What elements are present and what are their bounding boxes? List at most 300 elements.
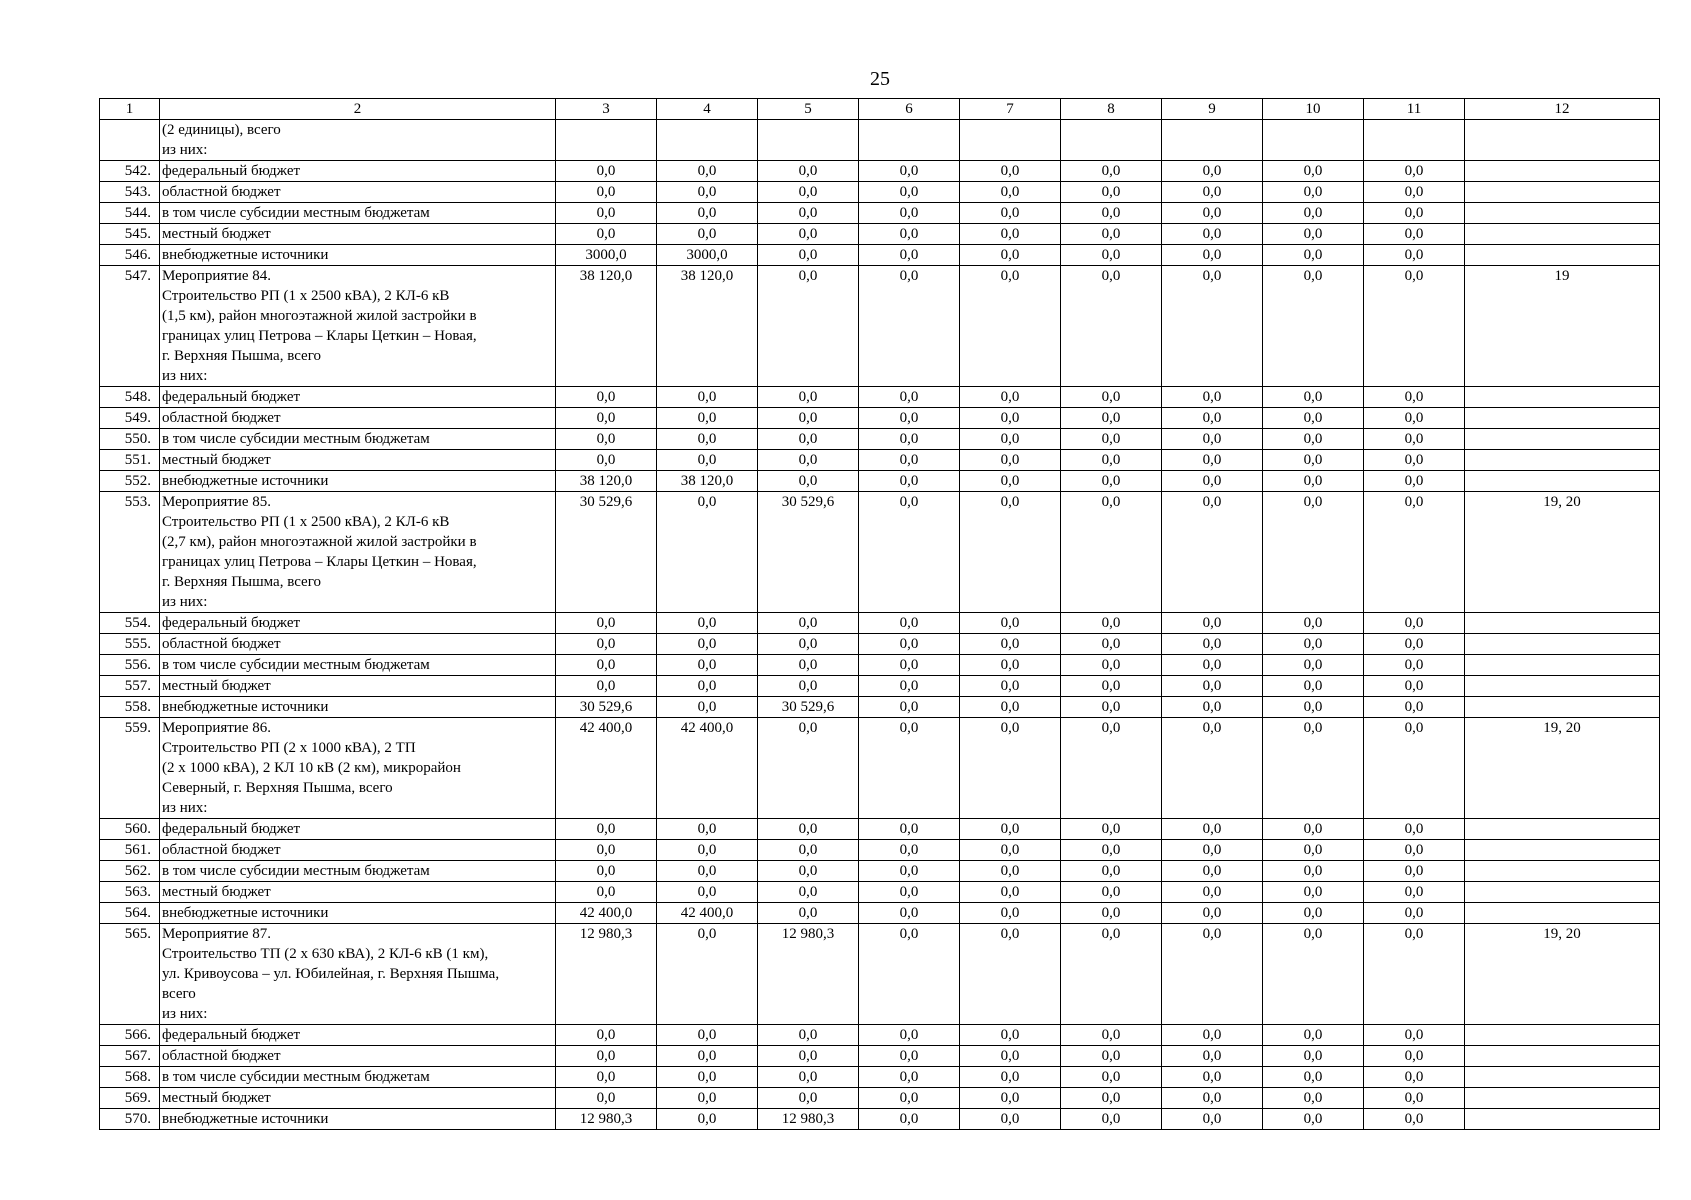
value-cell: 0,0 [1061, 882, 1162, 903]
row-name-line: Строительство РП (2 х 1000 кВА), 2 ТП [162, 740, 416, 756]
value-cell: 0,0 [1263, 471, 1364, 492]
value-cell: 0,0 [1263, 924, 1364, 1025]
value-cell: 0,0 [1364, 1025, 1465, 1046]
value-cell: 30 529,6 [758, 697, 859, 718]
table-row [100, 387, 1660, 408]
value-cell: 0,0 [758, 634, 859, 655]
value-cell: 0,0 [1263, 840, 1364, 861]
value-cell: 12 980,3 [758, 1109, 859, 1130]
value-cell: 0,0 [1162, 924, 1263, 1025]
row-name-line: Мероприятие 85. [162, 494, 271, 510]
header-cell: 2 [160, 99, 556, 120]
value-cell: 0,0 [758, 613, 859, 634]
value-cell: 0,0 [1364, 492, 1465, 613]
value-cell: 0,0 [1061, 471, 1162, 492]
row-number: 545. [100, 224, 160, 245]
header-row [100, 99, 1660, 120]
value-cell: 0,0 [1061, 1067, 1162, 1088]
value-cell: 0,0 [1364, 634, 1465, 655]
row-name-line: федеральный бюджет [162, 163, 301, 179]
value-cell: 0,0 [960, 471, 1061, 492]
table-row [100, 492, 1660, 613]
value-cell: 0,0 [1364, 882, 1465, 903]
value-cell: 0,0 [657, 819, 758, 840]
value-cell: 0,0 [960, 613, 1061, 634]
value-cell [556, 120, 657, 161]
value-cell: 0,0 [1364, 903, 1465, 924]
value-cell: 0,0 [1162, 676, 1263, 697]
row-number: 553. [100, 492, 160, 613]
value-cell: 0,0 [657, 1046, 758, 1067]
value-cell [1364, 120, 1465, 161]
row-number: 569. [100, 1088, 160, 1109]
value-cell: 12 980,3 [556, 1109, 657, 1130]
value-cell: 0,0 [1263, 819, 1364, 840]
row-name-line: (2 единицы), всего [162, 122, 281, 138]
table-row [100, 924, 1660, 1025]
value-cell: 30 529,6 [556, 492, 657, 613]
value-cell: 0,0 [758, 182, 859, 203]
row-number: 547. [100, 266, 160, 387]
row-number: 552. [100, 471, 160, 492]
value-cell: 3000,0 [657, 245, 758, 266]
value-cell: 0,0 [1061, 840, 1162, 861]
row-number: 558. [100, 697, 160, 718]
row-note [1465, 882, 1660, 903]
row-number: 561. [100, 840, 160, 861]
value-cell: 0,0 [657, 1088, 758, 1109]
value-cell: 42 400,0 [657, 903, 758, 924]
row-name-line: местный бюджет [162, 884, 271, 900]
value-cell: 0,0 [1364, 203, 1465, 224]
row-note [1465, 655, 1660, 676]
value-cell: 0,0 [657, 1109, 758, 1130]
header-cell: 4 [657, 99, 758, 120]
row-number: 563. [100, 882, 160, 903]
value-cell: 0,0 [960, 203, 1061, 224]
row-name [160, 120, 556, 161]
value-cell: 0,0 [1061, 613, 1162, 634]
value-cell: 0,0 [758, 1046, 859, 1067]
row-note [1465, 182, 1660, 203]
value-cell: 0,0 [859, 429, 960, 450]
value-cell: 0,0 [1162, 1067, 1263, 1088]
row-name [160, 1025, 556, 1046]
value-cell: 38 120,0 [556, 266, 657, 387]
value-cell: 0,0 [758, 224, 859, 245]
row-name [160, 492, 556, 613]
value-cell: 0,0 [556, 1067, 657, 1088]
value-cell: 0,0 [1162, 245, 1263, 266]
value-cell: 0,0 [960, 718, 1061, 819]
row-note [1465, 450, 1660, 471]
value-cell: 0,0 [758, 266, 859, 387]
row-name-line: федеральный бюджет [162, 615, 301, 631]
row-name-line: (1,5 км), район многоэтажной жилой застройки в [162, 308, 477, 324]
row-name [160, 1088, 556, 1109]
value-cell: 0,0 [1061, 1088, 1162, 1109]
value-cell: 0,0 [1364, 676, 1465, 697]
value-cell: 38 120,0 [657, 266, 758, 387]
value-cell: 0,0 [1061, 266, 1162, 387]
value-cell: 0,0 [1162, 387, 1263, 408]
value-cell: 0,0 [859, 655, 960, 676]
row-note [1465, 634, 1660, 655]
row-name [160, 697, 556, 718]
value-cell: 0,0 [1162, 1088, 1263, 1109]
value-cell: 0,0 [758, 819, 859, 840]
value-cell: 0,0 [859, 450, 960, 471]
value-cell: 0,0 [859, 1025, 960, 1046]
row-name [160, 429, 556, 450]
value-cell: 0,0 [556, 655, 657, 676]
row-note [1465, 429, 1660, 450]
row-name [160, 224, 556, 245]
row-name-line: в том числе субсидии местным бюджетам [162, 205, 430, 221]
value-cell: 0,0 [1263, 903, 1364, 924]
value-cell: 0,0 [556, 840, 657, 861]
value-cell: 0,0 [1364, 266, 1465, 387]
row-name-line: федеральный бюджет [162, 389, 301, 405]
value-cell: 0,0 [1061, 245, 1162, 266]
row-name-line: областной бюджет [162, 842, 281, 858]
row-note: 19, 20 [1465, 492, 1660, 613]
value-cell: 0,0 [657, 1067, 758, 1088]
value-cell: 0,0 [657, 697, 758, 718]
row-name [160, 450, 556, 471]
value-cell: 0,0 [1162, 882, 1263, 903]
row-note [1465, 245, 1660, 266]
row-name-line: в том числе субсидии местным бюджетам [162, 657, 430, 673]
value-cell: 0,0 [1364, 840, 1465, 861]
value-cell: 0,0 [960, 840, 1061, 861]
value-cell: 3000,0 [556, 245, 657, 266]
value-cell: 0,0 [657, 882, 758, 903]
value-cell: 0,0 [1162, 161, 1263, 182]
row-name-line: (2,7 км), район многоэтажной жилой застройки в [162, 534, 477, 550]
value-cell: 0,0 [657, 408, 758, 429]
value-cell: 0,0 [1263, 245, 1364, 266]
value-cell [1263, 120, 1364, 161]
value-cell: 0,0 [1061, 429, 1162, 450]
value-cell: 0,0 [960, 861, 1061, 882]
value-cell: 0,0 [859, 819, 960, 840]
row-name [160, 182, 556, 203]
row-note [1465, 203, 1660, 224]
value-cell: 0,0 [556, 861, 657, 882]
value-cell: 0,0 [859, 634, 960, 655]
row-number: 542. [100, 161, 160, 182]
value-cell: 0,0 [1364, 182, 1465, 203]
table-row [100, 861, 1660, 882]
row-name [160, 471, 556, 492]
value-cell: 0,0 [758, 161, 859, 182]
table-row [100, 819, 1660, 840]
value-cell: 0,0 [960, 266, 1061, 387]
value-cell: 0,0 [758, 1067, 859, 1088]
value-cell: 0,0 [859, 676, 960, 697]
value-cell: 0,0 [657, 655, 758, 676]
value-cell: 0,0 [758, 408, 859, 429]
table-row [100, 655, 1660, 676]
row-name [160, 161, 556, 182]
value-cell: 0,0 [1263, 429, 1364, 450]
table-row [100, 245, 1660, 266]
value-cell: 0,0 [1263, 387, 1364, 408]
value-cell: 0,0 [556, 408, 657, 429]
table-row [100, 266, 1660, 387]
value-cell: 0,0 [556, 819, 657, 840]
row-name [160, 1109, 556, 1130]
value-cell: 0,0 [859, 161, 960, 182]
table-row [100, 429, 1660, 450]
value-cell: 0,0 [1162, 1046, 1263, 1067]
table-row [100, 718, 1660, 819]
row-number: 548. [100, 387, 160, 408]
value-cell: 0,0 [1162, 492, 1263, 613]
table-row [100, 1025, 1660, 1046]
value-cell: 0,0 [1061, 924, 1162, 1025]
value-cell: 0,0 [859, 387, 960, 408]
value-cell: 0,0 [1162, 450, 1263, 471]
row-note [1465, 697, 1660, 718]
header-cell: 3 [556, 99, 657, 120]
value-cell: 0,0 [960, 161, 1061, 182]
value-cell: 0,0 [1061, 676, 1162, 697]
value-cell: 0,0 [657, 861, 758, 882]
value-cell [758, 120, 859, 161]
value-cell: 0,0 [1162, 697, 1263, 718]
value-cell: 0,0 [1263, 882, 1364, 903]
row-note [1465, 408, 1660, 429]
value-cell: 0,0 [657, 840, 758, 861]
row-number: 570. [100, 1109, 160, 1130]
value-cell: 0,0 [1263, 492, 1364, 613]
value-cell: 0,0 [1364, 471, 1465, 492]
row-name-line: (2 х 1000 кВА), 2 КЛ 10 кВ (2 км), микрорайон [162, 760, 461, 776]
value-cell: 0,0 [859, 471, 960, 492]
value-cell: 0,0 [859, 697, 960, 718]
row-note [1465, 1109, 1660, 1130]
value-cell: 0,0 [758, 471, 859, 492]
header-cell: 11 [1364, 99, 1465, 120]
row-name-line: из них: [162, 800, 208, 816]
value-cell: 0,0 [758, 1088, 859, 1109]
row-number: 568. [100, 1067, 160, 1088]
header-cell: 12 [1465, 99, 1660, 120]
row-name-line: Строительство РП (1 х 2500 кВА), 2 КЛ-6 кВ [162, 288, 450, 304]
value-cell: 0,0 [859, 840, 960, 861]
value-cell: 0,0 [1162, 1109, 1263, 1130]
value-cell: 0,0 [859, 1046, 960, 1067]
value-cell: 0,0 [960, 634, 1061, 655]
row-number [100, 120, 160, 161]
value-cell: 0,0 [1364, 655, 1465, 676]
value-cell: 0,0 [960, 450, 1061, 471]
row-note [1465, 471, 1660, 492]
header-cell: 9 [1162, 99, 1263, 120]
value-cell: 0,0 [960, 1025, 1061, 1046]
value-cell: 0,0 [1162, 840, 1263, 861]
value-cell: 0,0 [1263, 613, 1364, 634]
value-cell: 0,0 [960, 1067, 1061, 1088]
value-cell: 0,0 [1061, 161, 1162, 182]
value-cell: 0,0 [556, 387, 657, 408]
row-number: 551. [100, 450, 160, 471]
value-cell: 0,0 [657, 676, 758, 697]
value-cell: 0,0 [1364, 718, 1465, 819]
row-name-line: границах улиц Петрова – Клары Цеткин – Новая, [162, 554, 477, 570]
value-cell: 0,0 [1162, 903, 1263, 924]
row-name [160, 613, 556, 634]
value-cell: 0,0 [657, 450, 758, 471]
value-cell: 0,0 [556, 676, 657, 697]
row-note: 19, 20 [1465, 924, 1660, 1025]
value-cell: 0,0 [1263, 697, 1364, 718]
row-name [160, 634, 556, 655]
value-cell: 0,0 [657, 1025, 758, 1046]
row-name-line: областной бюджет [162, 1048, 281, 1064]
value-cell: 0,0 [1061, 387, 1162, 408]
value-cell: 0,0 [758, 676, 859, 697]
value-cell: 0,0 [1364, 697, 1465, 718]
table-header [100, 99, 1660, 120]
value-cell: 0,0 [1162, 613, 1263, 634]
row-name-line: Северный, г. Верхняя Пышма, всего [162, 780, 393, 796]
value-cell: 0,0 [758, 718, 859, 819]
value-cell: 0,0 [758, 655, 859, 676]
value-cell: 0,0 [1162, 471, 1263, 492]
row-note [1465, 1025, 1660, 1046]
row-name-line: внебюджетные источники [162, 473, 329, 489]
value-cell: 0,0 [657, 203, 758, 224]
value-cell: 0,0 [758, 903, 859, 924]
value-cell: 0,0 [556, 450, 657, 471]
row-note [1465, 387, 1660, 408]
value-cell: 0,0 [1162, 718, 1263, 819]
value-cell: 0,0 [859, 224, 960, 245]
value-cell: 0,0 [960, 697, 1061, 718]
row-note [1465, 1088, 1660, 1109]
row-note [1465, 161, 1660, 182]
value-cell: 0,0 [1263, 161, 1364, 182]
row-name-line: из них: [162, 368, 208, 384]
row-name-line: Строительство ТП (2 х 630 кВА), 2 КЛ-6 кВ (1 км), [162, 946, 489, 962]
row-note [1465, 120, 1660, 161]
value-cell: 0,0 [859, 1109, 960, 1130]
table-row [100, 676, 1660, 697]
row-name-line: местный бюджет [162, 226, 271, 242]
row-name [160, 1046, 556, 1067]
header-cell: 10 [1263, 99, 1364, 120]
row-number: 555. [100, 634, 160, 655]
value-cell: 0,0 [859, 203, 960, 224]
value-cell: 0,0 [556, 613, 657, 634]
value-cell: 0,0 [859, 408, 960, 429]
value-cell: 0,0 [556, 1088, 657, 1109]
row-name-line: из них: [162, 594, 208, 610]
value-cell: 0,0 [758, 1025, 859, 1046]
header-cell: 8 [1061, 99, 1162, 120]
row-number: 565. [100, 924, 160, 1025]
value-cell: 0,0 [1061, 492, 1162, 613]
value-cell: 0,0 [657, 224, 758, 245]
table-row [100, 613, 1660, 634]
row-number: 546. [100, 245, 160, 266]
row-note [1465, 676, 1660, 697]
row-name [160, 655, 556, 676]
value-cell: 0,0 [960, 676, 1061, 697]
row-number: 559. [100, 718, 160, 819]
value-cell: 0,0 [859, 245, 960, 266]
row-name-line: внебюджетные источники [162, 247, 329, 263]
value-cell: 30 529,6 [556, 697, 657, 718]
value-cell: 0,0 [1364, 1046, 1465, 1067]
value-cell: 0,0 [859, 182, 960, 203]
value-cell: 42 400,0 [556, 903, 657, 924]
value-cell: 38 120,0 [657, 471, 758, 492]
row-name [160, 1067, 556, 1088]
row-name-line: всего [162, 986, 196, 1002]
row-name [160, 882, 556, 903]
value-cell: 0,0 [1061, 1046, 1162, 1067]
row-name-line: внебюджетные источники [162, 905, 329, 921]
row-name [160, 408, 556, 429]
row-name-line: в том числе субсидии местным бюджетам [162, 863, 430, 879]
row-note [1465, 840, 1660, 861]
value-cell: 0,0 [960, 1046, 1061, 1067]
value-cell: 0,0 [556, 429, 657, 450]
row-note [1465, 1067, 1660, 1088]
value-cell: 0,0 [1061, 1109, 1162, 1130]
value-cell: 0,0 [1364, 429, 1465, 450]
value-cell: 0,0 [1162, 266, 1263, 387]
table-body [100, 120, 1660, 1130]
value-cell: 0,0 [1162, 634, 1263, 655]
row-name [160, 203, 556, 224]
row-name-line: Мероприятие 84. [162, 268, 271, 284]
row-name-line: в том числе субсидии местным бюджетам [162, 431, 430, 447]
value-cell: 0,0 [1364, 1067, 1465, 1088]
value-cell: 0,0 [1061, 819, 1162, 840]
table-row [100, 203, 1660, 224]
row-number: 543. [100, 182, 160, 203]
row-number: 562. [100, 861, 160, 882]
budget-table [99, 98, 1660, 1130]
value-cell: 12 980,3 [758, 924, 859, 1025]
row-name-line: областной бюджет [162, 184, 281, 200]
row-note [1465, 224, 1660, 245]
row-name-line: местный бюджет [162, 678, 271, 694]
row-name-line: федеральный бюджет [162, 1027, 301, 1043]
value-cell: 0,0 [1364, 224, 1465, 245]
row-note [1465, 819, 1660, 840]
value-cell: 0,0 [657, 492, 758, 613]
value-cell: 0,0 [556, 161, 657, 182]
value-cell: 0,0 [758, 882, 859, 903]
value-cell: 0,0 [1263, 1025, 1364, 1046]
row-note [1465, 1046, 1660, 1067]
value-cell: 0,0 [1061, 224, 1162, 245]
row-name-line: Мероприятие 86. [162, 720, 271, 736]
value-cell: 0,0 [1061, 697, 1162, 718]
value-cell: 0,0 [1061, 903, 1162, 924]
value-cell: 0,0 [1263, 408, 1364, 429]
value-cell: 0,0 [657, 924, 758, 1025]
value-cell: 0,0 [1364, 408, 1465, 429]
table-row [100, 161, 1660, 182]
value-cell: 0,0 [657, 182, 758, 203]
